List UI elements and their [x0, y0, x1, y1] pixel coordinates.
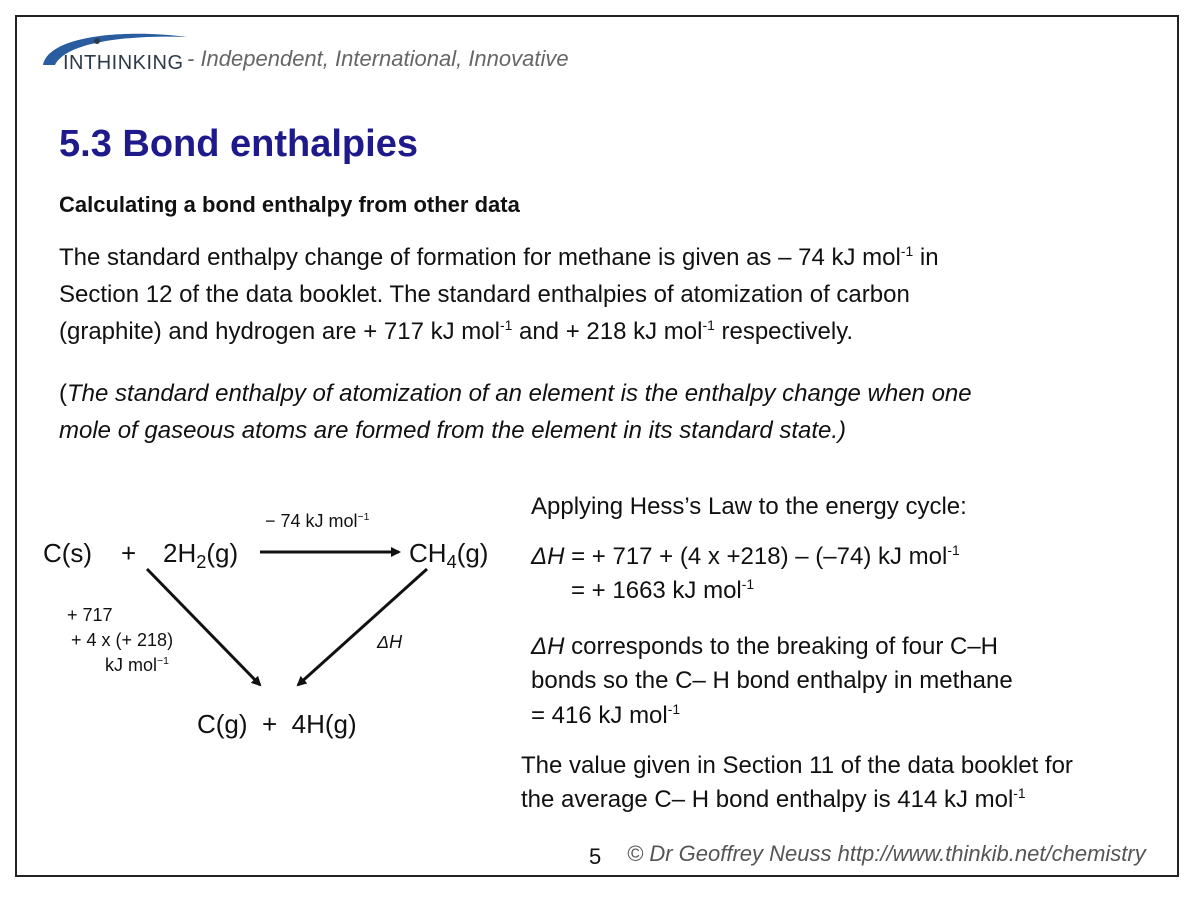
note-line-1: (The standard enthalpy of atomization of an element is the enthalpy change when one [59, 380, 972, 407]
section-subtitle: Calculating a bond enthalpy from other data [59, 192, 520, 217]
formation-enthalpy-label: − 74 kJ mol$^{-1}$ [265, 511, 370, 531]
tagline: - Independent, International, Innovative [187, 46, 569, 71]
explanation-line-2: bonds so the C– H bond enthalpy in methane [531, 667, 1013, 694]
slide [15, 15, 1179, 877]
atomization-arrow [147, 569, 260, 685]
atomization-label-1: + 717 [67, 605, 113, 625]
data-booklet-line-1: The value given in Section 11 of the data booklet for [521, 752, 1073, 779]
delta-h-arrow [298, 569, 427, 685]
delta-h-label: ΔH [377, 632, 403, 652]
intro-line-3: (graphite) and hydrogen are + 717 kJ mol$^{-1}$ and + 218 kJ mol$^{-1}$ respectively. [59, 317, 854, 345]
plus-sign: + [121, 538, 137, 568]
copyright-notice: © Dr Geoffrey Neuss http://www.thinkib.net/chemistry [627, 841, 1146, 866]
product-methane: $CH_4(g)$ [409, 538, 489, 573]
page-title: 5.3 Bond enthalpies [59, 123, 418, 165]
equation-line-1: ΔH = + 717 + (4 x +218) – (–74) kJ mol$^{-1}$ [531, 542, 960, 570]
page-number: 5 [589, 844, 602, 869]
data-booklet-line-2: the average C– H bond enthalpy is 414 kJ mol$^{-1}$ [521, 785, 1026, 813]
gaseous-atoms: C(g) + 4H(g) [197, 709, 357, 739]
hess-intro: Applying Hess’s Law to the energy cycle: [531, 493, 967, 520]
atomization-label-2: + 4 x (+ 218) [71, 630, 174, 650]
note-line-2: mole of gaseous atoms are formed from the element in its standard state.) [59, 417, 847, 444]
equation-line-2: = + 1663 kJ mol$^{-1}$ [571, 576, 755, 604]
reactant-carbon: C(s) [43, 538, 93, 568]
logo-text: INTHINKING [63, 52, 184, 74]
intro-line-2: Section 12 of the data booklet. The standard enthalpies of atomization of carbon [59, 281, 910, 308]
intro-line-1: The standard enthalpy change of formation for methane is given as – 74 kJ mol$^{-1}$ in [59, 243, 939, 271]
explanation-line-1: ΔH corresponds to the breaking of four C–H [531, 633, 999, 660]
reactant-hydrogen: $2H_2(g)$ [163, 538, 239, 573]
atomization-label-3: kJ mol$^{-1}$ [105, 655, 169, 675]
explanation-line-3: = 416 kJ mol$^{-1}$ [531, 701, 681, 729]
